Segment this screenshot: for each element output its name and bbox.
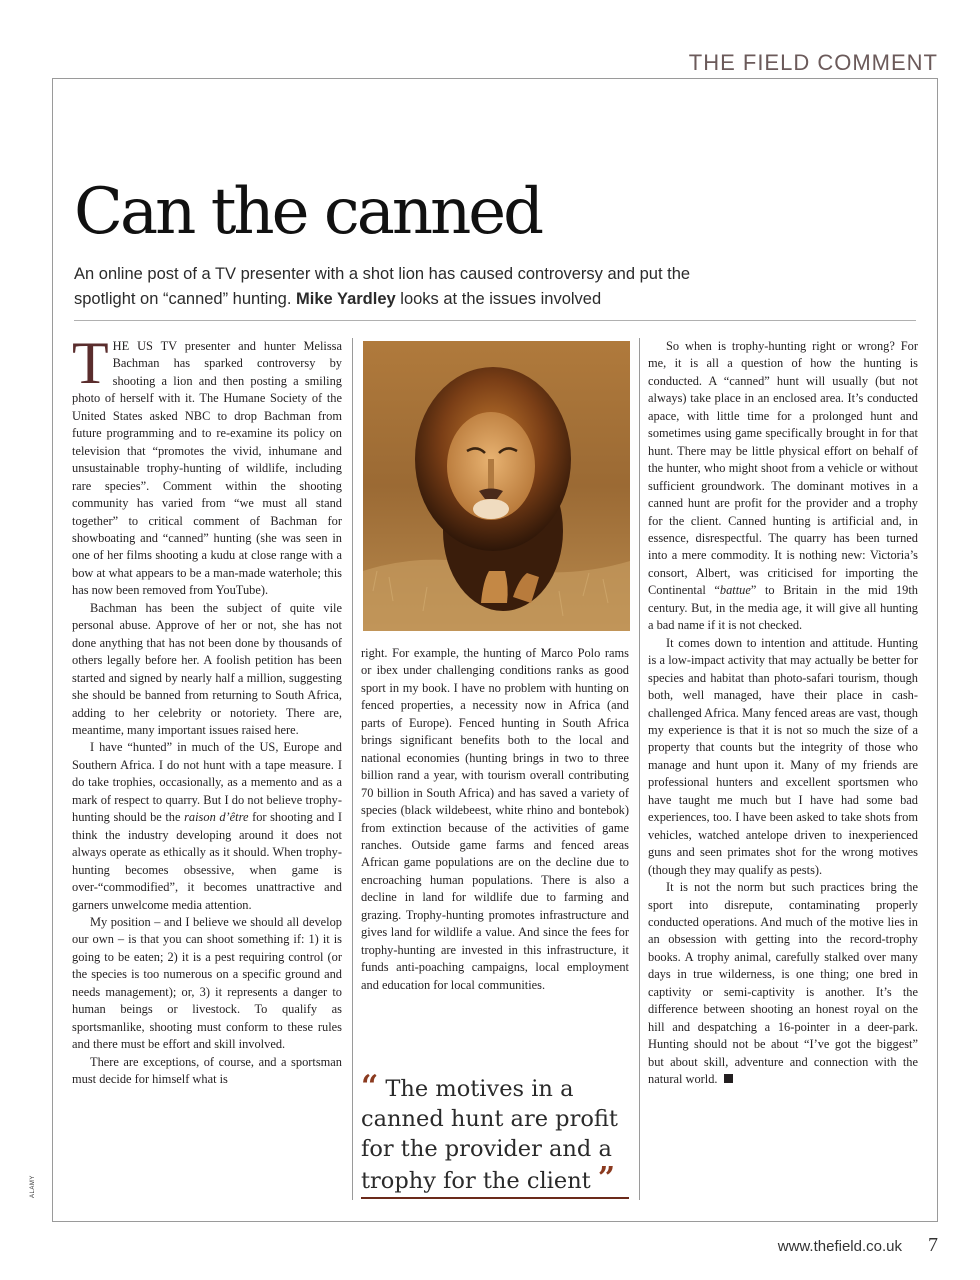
page-number: 7 <box>928 1234 938 1256</box>
italic-phrase: battue <box>719 583 751 598</box>
paragraph-text: for shooting and I think the industry developing around it does not always operate as ethically as it should. When trophy-hunting becomes obsessive, when game is over-“commodified”, it becomes unattractive and garners unwelcome media attention. <box>72 810 342 912</box>
paragraph-text: HE US TV presenter and hunter Melissa Bachman has sparked controversy by shooting a lion and then posting a smiling photo of herself with it. The Humane Society of the United States asked NBC to drop Bachman from future programming and to re-examine its policy on television that “promotes the vivid, inhumane and unsustainable trophy-hunting of wildlife, including rare species”. Comment within the shooting community has varied from “we must all stand together” to critical comment of Bachman for showboating and “canned” hunting (she was seen in one of her films shooting a kudu at close range with a bow at what appears to be a man-made waterhole; this has now been removed from YouTube). <box>72 339 342 598</box>
article-column-3 <box>648 338 918 1088</box>
footer-url[interactable]: www.thefield.co.uk <box>777 1238 902 1255</box>
paragraph: right. For example, the hunting of Marco Polo rams or ibex under challenging conditions ranks as good sport in my book. I have no problem with hunting on fenced properties, a necessity now in Africa (and parts of Europe). Fenced hunting in South Africa brings significant benefits both to the local and national economies (hunting brings in two to three billion rand a year, with tourism overall contributing 70 billion in South Africa) and has saved a variety of species (black wildebeest, white rhino and bontebok) from extinction because of the activities of game ranches. Outside game farms and fenced areas African game populations are on the decline due to encroaching human populations. There is also a decline in land for wildlife due to farming and grazing. Trophy-hunting promotes infrastructure and gives land for wildlife a value. And since the fees for trophy-hunting are invested in this infrastructure, it funds anti-poaching campaigns, local employment and education for local communities. <box>361 646 629 992</box>
paragraph <box>72 330 342 600</box>
standfirst-tail: looks at the issues involved <box>400 290 602 308</box>
open-quote-mark: “ <box>361 1069 379 1104</box>
article-column-1 <box>72 330 342 1088</box>
standfirst-text: An online post of a TV presenter with a shot lion has caused controversy and put the spotlight on “canned” hunting. <box>74 265 691 308</box>
column-divider <box>352 338 353 1200</box>
paragraph: It comes down to intention and attitude. Hunting is a low-impact activity that may actually be better for species and habitat than photo-safari tourism, though both, well managed, have their place in cash-challenged Africa. Many fenced areas are vast, though my experience is that it is not so much the size of a property that counts but the integrity of those who manage and hunt upon it. Many of my friends are professional hunters and excellent sportsmen who have taught me much but I have had some bad experiences, too. I have been asked to take shots from vehicles, watched antelope driven to inexperienced guns and seen primates shot for the wrong motives (though they may qualify as pests). <box>648 635 918 877</box>
paragraph: There are exceptions, of course, and a sportsman must decide for himself what is <box>72 1054 342 1087</box>
photo-credit: ALAMY <box>30 1175 36 1198</box>
column-divider <box>639 338 640 1200</box>
paragraph-text: So when is trophy-hunting right or wrong? For me, it is all a question of how the hunting is conducted. A “canned” hunt will usually (but not always) take place in an enclosed area. It’s conducted apace, with little time for a prolonged hunt and sometimes using game specifically brought in for that hunt. There may be little physical effort on behalf of the hunter, who might shoot from a vehicle or without sufficient groundwork. The dominant motives in a canned hunt are profit for the provider and a trophy for the client. Canned hunting is artificial and, in essence, disrespectful. The quarry has been turned into a mere commodity. It is nothing new: Victoria’s consort, Albert, was criticised for importing the Continental “ <box>648 339 918 598</box>
drop-cap: T <box>72 330 109 396</box>
header-rule <box>74 320 916 321</box>
close-quote-mark: ” <box>597 1161 616 1196</box>
pull-quote <box>361 1069 629 1196</box>
paragraph <box>648 879 918 1088</box>
italic-phrase: raison d’être <box>184 810 249 825</box>
lion-photo <box>363 341 630 631</box>
paragraph: My position – and I believe we should all develop our own – is that you can shoot something if: 1) it is going to be eaten; 2) it is a pest requiring control (or the species is too numerous on a specific ground and needs management); or, 3) it represents a danger to human beings or livestock. To qualify as sportsmanlike, shooting must conform to these rules and there must be effort and skill involved. <box>72 914 342 1052</box>
pull-quote-text: The motives in a canned hunt are profit for the provider and a trophy for the client <box>361 1076 618 1194</box>
section-label: THE FIELD COMMENT <box>688 50 938 75</box>
author-name: Mike Yardley <box>296 290 396 308</box>
paragraph: Bachman has been the subject of quite vile personal abuse. Approve of her or not, she has not done anything that has not been done by thousands of others legally before her. A foolish petition has been started and signed by nearly half a million, suggesting she should be banned from returning to South Africa, adding to her celebrity or notoriety. There are, meantime, many important issues raised here. <box>72 600 342 737</box>
paragraph-text: ” to Britain in the mid 19th century. But, in the media age, it will give all hunting a bad name if it is not checked. <box>648 583 918 633</box>
article-column-2 <box>361 645 629 994</box>
pull-quote-rule <box>361 1197 629 1199</box>
standfirst <box>74 262 714 312</box>
lion-illustration <box>363 341 630 631</box>
headline: Can the canned <box>74 175 542 249</box>
paragraph-text: I have “hunted” in much of the US, Europe and Southern Africa. I do not hunt with a tape measure. I do take trophies, occasionally, as a memento and as a mark of respect to quarry. But I do not believe trophy-hunting should be the <box>72 740 342 825</box>
paragraph <box>648 338 918 635</box>
end-mark <box>724 1074 733 1083</box>
paragraph <box>72 739 342 914</box>
paragraph-text: It is not the norm but such practices bring the sport into disrepute, contaminating properly conducted operations. And much of the motive lies in an obsession with getting into the record-trophy books. A trophy animal, carefully stalked over many days in true wilderness, is one thing; one bred in captivity or semi-captivity is another. It’s the difference between shooting an honest royal on the hill and despatching a 16-pointer in a deer-park. Hunting should not be about “I’ve got the biggest” but about skill, adventure and connection with the natural world. <box>648 880 918 1087</box>
